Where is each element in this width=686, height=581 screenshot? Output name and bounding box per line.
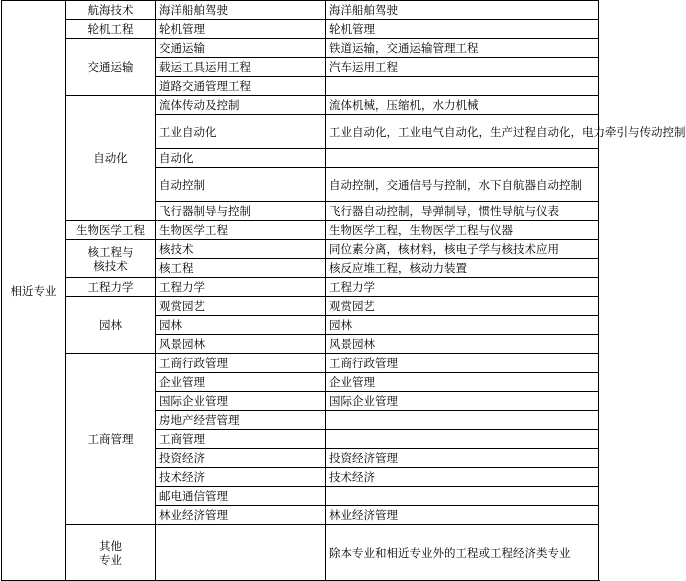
major-cell: 交通运输 [156, 39, 326, 58]
related-cell [326, 411, 599, 430]
table-row [2, 297, 599, 316]
major-cell: 道路交通管理工程 [156, 77, 326, 96]
related-cell: 铁道运输，交通运输管理工程 [326, 39, 599, 58]
major-cell: 载运工具运用工程 [156, 58, 326, 77]
table-row [2, 278, 599, 297]
major-cell: 工商行政管理 [156, 354, 326, 373]
group-name: 航海技术 [66, 1, 156, 20]
related-cell: 工商行政管理 [326, 354, 599, 373]
table-row [2, 1, 599, 20]
related-cell: 生物医学工程，生物医学工程与仪器 [326, 221, 599, 240]
related-cell: 核反应堆工程，核动力装置 [326, 259, 599, 278]
major-cell: 自动控制 [156, 168, 326, 202]
related-cell: 投资经济管理 [326, 449, 599, 468]
group-name: 轮机工程 [66, 20, 156, 39]
related-cell: 飞行器自动控制，导弹制导，惯性导航与仪表 [326, 202, 599, 221]
group-name: 交通运输 [66, 39, 156, 96]
group-name: 生物医学工程 [66, 221, 156, 240]
major-cell: 国际企业管理 [156, 392, 326, 411]
major-cell: 技术经济 [156, 468, 326, 487]
related-cell: 观赏园艺 [326, 297, 599, 316]
table-row [2, 221, 599, 240]
majors-table [1, 0, 686, 581]
other-note: 除本专业和相近专业外的工程或工程经济类专业 [326, 525, 599, 581]
major-cell: 工程力学 [156, 278, 326, 297]
related-cell: 国际企业管理 [326, 392, 599, 411]
category-other-line: 其他 [99, 538, 122, 553]
major-cell: 投资经济 [156, 449, 326, 468]
related-cell: 园林 [326, 316, 599, 335]
group-name [66, 240, 156, 278]
major-cell: 工商管理 [156, 430, 326, 449]
category-main: 相近专业 [2, 1, 66, 581]
group-name: 工程力学 [66, 278, 156, 297]
major-cell: 飞行器制导与控制 [156, 202, 326, 221]
major-cell: 园林 [156, 316, 326, 335]
major-cell: 房地产经营管理 [156, 411, 326, 430]
group-name-line: 核工程与 [87, 244, 134, 259]
major-cell: 林业经济管理 [156, 506, 326, 525]
related-cell: 企业管理 [326, 373, 599, 392]
related-cell: 风景园林 [326, 335, 599, 354]
related-cell: 工程力学 [326, 278, 599, 297]
category-other [66, 525, 156, 581]
group-name-line: 核技术 [93, 258, 128, 273]
major-cell: 风景园林 [156, 335, 326, 354]
related-cell [326, 430, 599, 449]
major-cell: 邮电通信管理 [156, 487, 326, 506]
category-other-line: 专业 [99, 552, 122, 567]
related-cell [326, 149, 599, 168]
major-cell: 海洋船舶驾驶 [156, 1, 326, 20]
related-cell: 林业经济管理 [326, 506, 599, 525]
related-cell: 流体机械，压缩机，水力机械 [326, 96, 599, 115]
group-name: 自动化 [66, 96, 156, 221]
major-cell: 核技术 [156, 240, 326, 259]
major-cell: 企业管理 [156, 373, 326, 392]
related-cell: 汽车运用工程 [326, 58, 599, 77]
related-cell: 工业自动化，工业电气自动化，生产过程自动化，电力牵引与传动控制 [326, 115, 599, 149]
table-row [2, 20, 599, 39]
related-cell [326, 77, 599, 96]
related-cell: 自动控制，交通信号与控制，水下自航器自动控制 [326, 168, 599, 202]
major-cell: 观赏园艺 [156, 297, 326, 316]
major-cell: 工业自动化 [156, 115, 326, 149]
table-row [2, 240, 599, 259]
major-cell: 核工程 [156, 259, 326, 278]
related-cell: 轮机管理 [326, 20, 599, 39]
table-row [2, 96, 599, 115]
group-name: 工商管理 [66, 354, 156, 525]
major-cell: 自动化 [156, 149, 326, 168]
major-cell: 流体传动及控制 [156, 96, 326, 115]
table-row [2, 39, 599, 58]
major-cell: 生物医学工程 [156, 221, 326, 240]
table-row [2, 525, 599, 581]
major-cell: 轮机管理 [156, 20, 326, 39]
table-row [2, 354, 599, 373]
empty-cell [156, 525, 326, 581]
related-cell [326, 487, 599, 506]
group-name: 园林 [66, 297, 156, 354]
related-cell: 技术经济 [326, 468, 599, 487]
related-cell: 同位素分离，核材料，核电子学与核技术应用 [326, 240, 599, 259]
related-cell: 海洋船舶驾驶 [326, 1, 599, 20]
